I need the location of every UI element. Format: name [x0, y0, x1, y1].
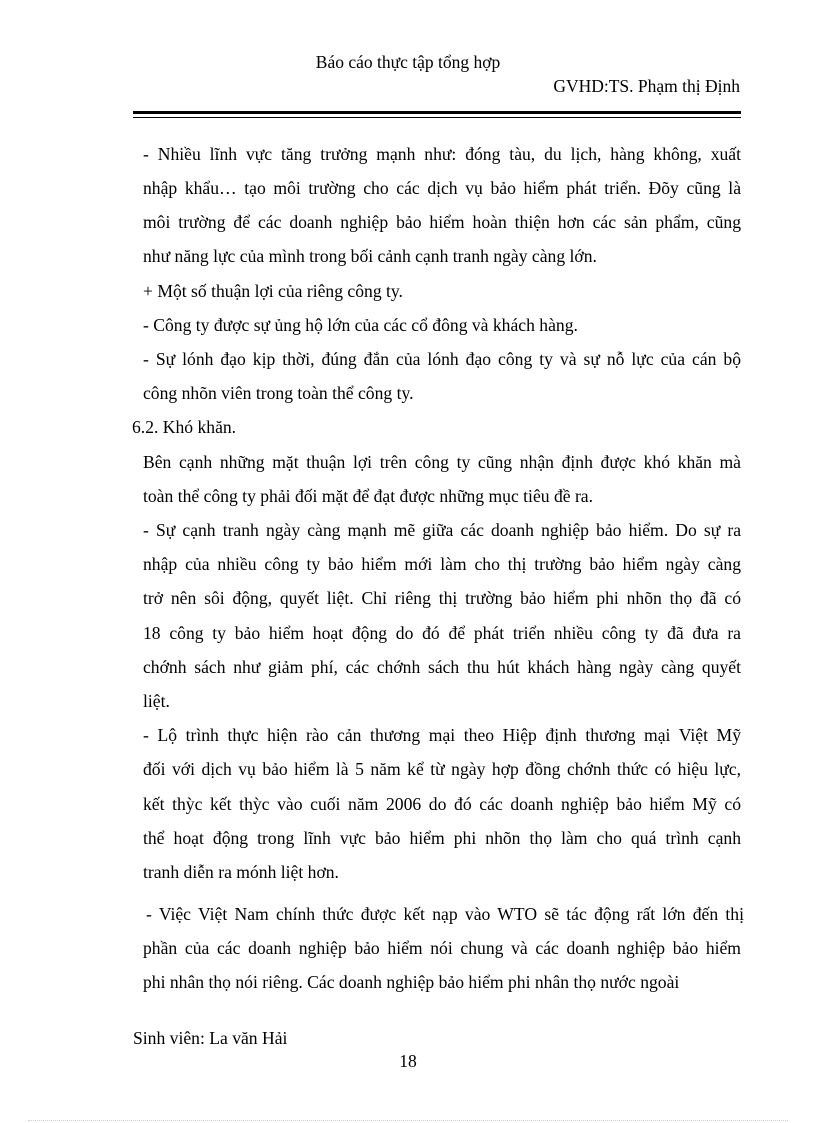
- page-number: 18: [399, 1051, 417, 1071]
- text-line: Bên cạnh những mặt thuận lợi trên công ty cũng nhận định được khó khăn mà: [143, 452, 741, 472]
- text-line: trở nên sôi động, quyết liệt. Chỉ riêng thị trường bảo hiểm phi nhõn thọ đã có: [143, 588, 741, 608]
- text-line: phần của các doanh nghiệp bảo hiểm nói chung và các doanh nghiệp bảo hiểm: [143, 938, 741, 958]
- text-line: - Công ty được sự ủng hộ lớn của các cổ đông và khách hàng.: [143, 315, 578, 335]
- text-line: thể hoạt động trong lĩnh vực bảo hiểm phi nhõn thọ làm cho quá trình cạnh: [143, 828, 741, 848]
- text-line: nhập của nhiều công ty bảo hiểm mới làm cho thị trường bảo hiểm ngày càng: [143, 554, 741, 574]
- text-line: - Việc Việt Nam chính thức được kết nạp vào WTO sẽ tác động rất lớn đến thị: [146, 904, 744, 924]
- text-line: đối với dịch vụ bảo hiểm là 5 năm kể từ ngày hợp đồng chớnh thức có hiệu lực,: [143, 759, 741, 779]
- text-line: kết thỳc kết thỳc vào cuối năm 2006 do đó các doanh nghiệp bảo hiểm Mỹ có: [143, 794, 741, 814]
- text-line: liệt.: [143, 691, 170, 711]
- text-line: - Sự lónh đạo kịp thời, đúng đắn của lónh đạo công ty và sự nỗ lực của cán bộ: [143, 349, 741, 369]
- text-line: - Nhiều lĩnh vực tăng trưởng mạnh như: đóng tàu, du lịch, hàng không, xuất: [143, 144, 741, 164]
- text-line: + Một số thuận lợi của riêng công ty.: [143, 281, 403, 301]
- header-rule-thick: [133, 111, 741, 114]
- supervisor-label: GVHD:TS. Phạm thị Định: [553, 76, 740, 96]
- report-title: Báo cáo thực tập tổng hợp: [315, 52, 501, 72]
- text-line: công nhõn viên trong toàn thể công ty.: [143, 383, 414, 403]
- text-line: 18 công ty bảo hiểm hoạt động do đó để phát triển nhiều công ty đã đưa ra: [143, 623, 741, 643]
- text-line: tranh diễn ra mónh liệt hơn.: [143, 862, 339, 882]
- header-rule-thin: [133, 117, 741, 118]
- text-line: - Sự cạnh tranh ngày càng mạnh mẽ giữa các doanh nghiệp bảo hiểm. Do sự ra: [143, 520, 741, 540]
- text-line: phi nhân thọ nói riêng. Các doanh nghiệp bảo hiểm phi nhân thọ nước ngoài: [143, 972, 680, 992]
- student-name: Sinh viên: La văn Hải: [133, 1028, 288, 1048]
- text-line: chớnh sách như giảm phí, các chớnh sách thu hút khách hàng ngày càng quyết: [143, 657, 741, 677]
- section-heading: 6.2. Khó khăn.: [132, 417, 237, 437]
- page-edge-divider: [28, 1120, 788, 1121]
- text-line: toàn thể công ty phải đối mặt để đạt được những mục tiêu đề ra.: [143, 486, 594, 506]
- text-line: nhập khẩu… tạo môi trường cho các dịch vụ bảo hiểm phát triển. Đõy cũng là: [143, 178, 741, 198]
- text-line: như năng lực của mình trong bối cảnh cạnh tranh ngày càng lớn.: [143, 246, 597, 266]
- text-line: môi trường để các doanh nghiệp bảo hiểm hoàn thiện hơn các sản phẩm, cũng: [143, 212, 741, 232]
- text-line: - Lộ trình thực hiện rào cản thương mại theo Hiệp định thương mại Việt Mỹ: [143, 725, 741, 745]
